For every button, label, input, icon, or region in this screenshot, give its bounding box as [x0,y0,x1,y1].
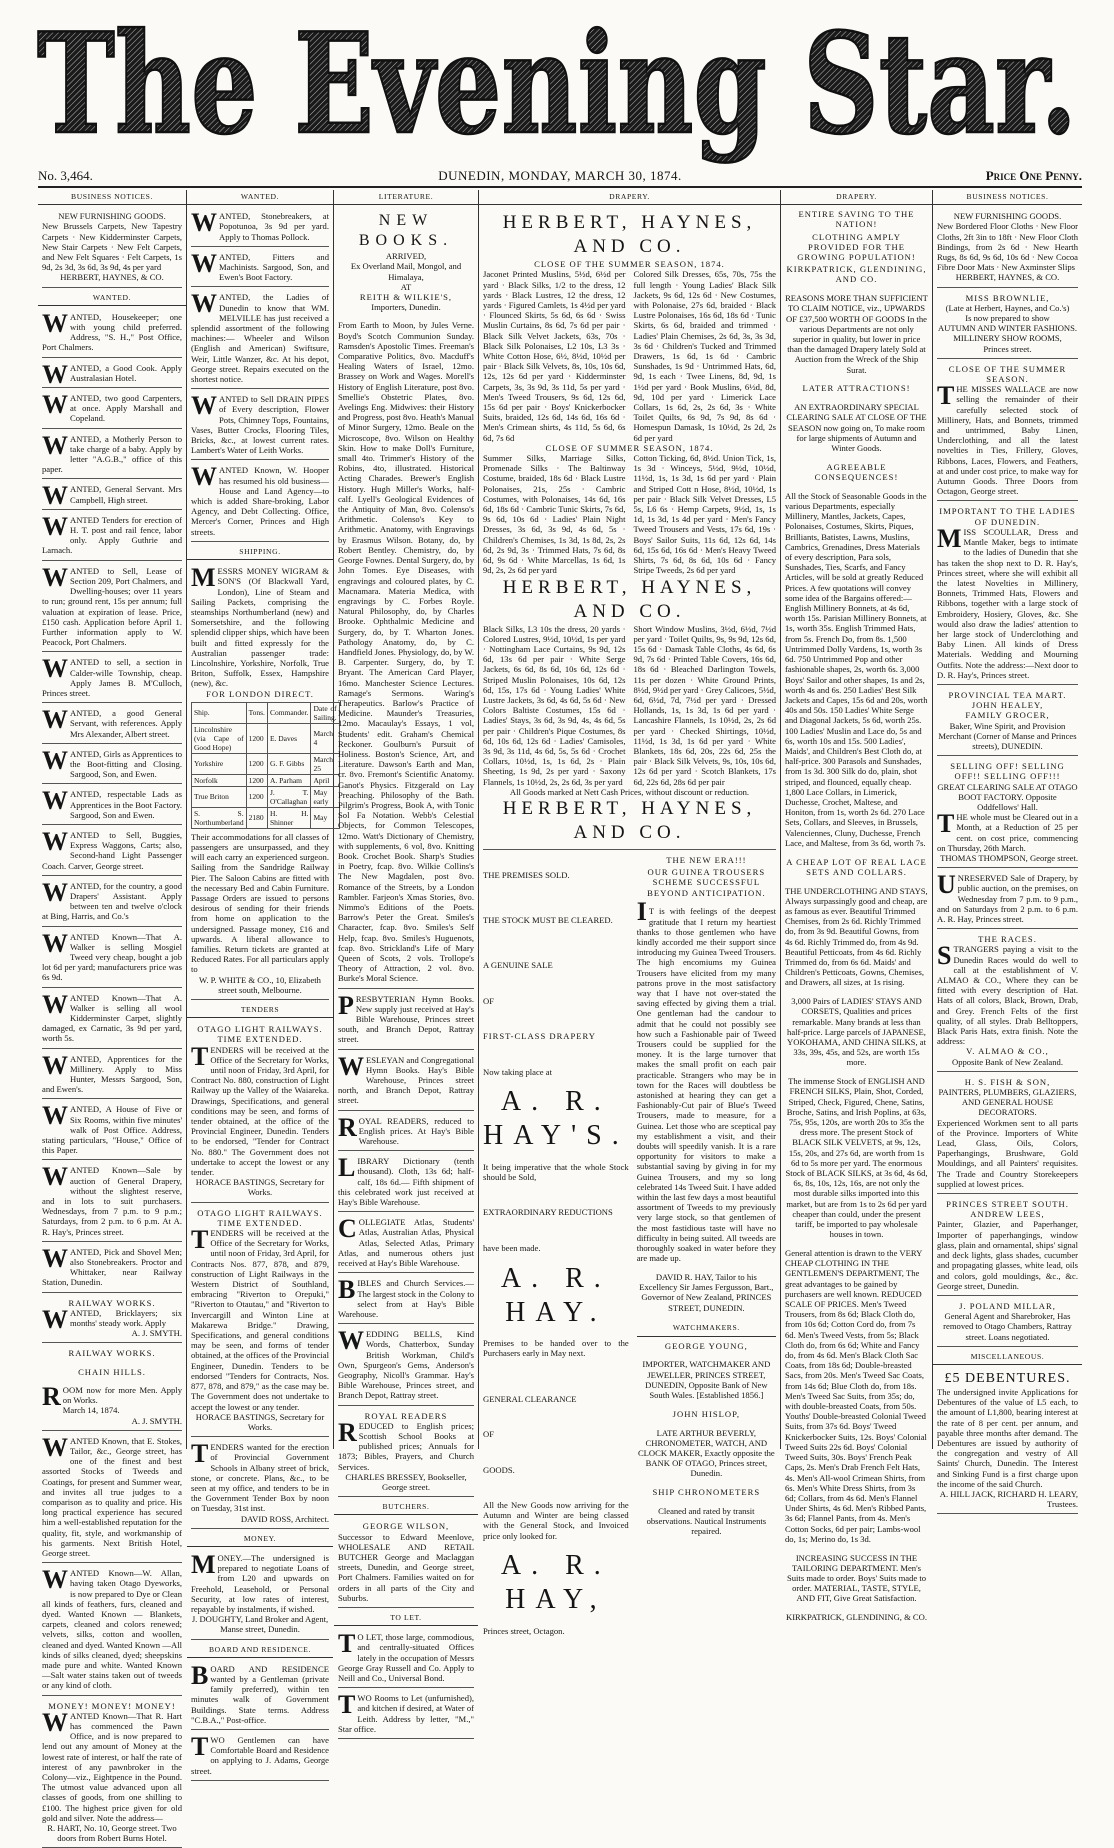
ad-heading: NEW BOOKS. [358,212,454,250]
ad-body: ENDERS will be received at the Office of the Secretary for Works, until noon of Friday, 3rd April, for Contract No. 880, construction of Light Railway up the Valley of the Waiareka. Drawings, Specifications, and general conditions may be seen, and forms of tender obtained, at the office of the Provincial Engineer, Dunedin. Tenders to be endorsed, "Tender for Contract No. 880." The Government does not undertake to accept the lowest or any tender. [191,1044,329,1178]
cell: A. Parham [267,774,311,786]
ad-wanted: W ANTED, a good General Servant, with references. Apply Mrs Alexander, Albert street. [42,706,182,744]
ad-firm: JOHN HEALEY, [971,700,1044,711]
ad-body: EDDING BELLS, Kind Words, Chatterbox, Sunday British Workman, Child's Own, Spurgeon's Gems, Anderson's Geography, Nicoll's Grammar. Hay's Bible Warehouse, Princes street, and Branch Depot, Rattray street. [338,1329,474,1401]
ad-line: Princes street. [983,343,1032,354]
ad-signature: HERBERT, HAYNES, & CO. [60,272,164,283]
ad-body: LATE ARTHUR BEVERLY, CHRONOMETER, WATCH, AND CLOCK MAKER, Exactly opposite the BANK OF OTAGO, Princes street, Dunedin. [637,1427,775,1479]
ad-wanted: W ANTED Tenders for erection of H. T. post and rail fence, labor only. Apply Guthrie and Larnach. [42,513,182,561]
ad-heading: ENTIRE SAVING TO THE NATION! [798,209,915,230]
ad-line: AT [400,281,412,292]
cell: May early [311,786,339,807]
ad-body: Their accommodations for all classes of passengers are unsurpassed, and they will each carry an experienced surgeon. Sailing from the Sandridge Railway Pier. The Saloon Cabins are fitted with the necessary Bed and Cabin Furniture. Passage Orders are issued to persons desirous of sending for their friends from home on application to the undersigned. Passage money, £16 and upwards. A liberal allowance to families. Return tickets are granted at Reduced Rates. For all particulars apply to [191,831,329,975]
ad-heading: THE RACES. [978,934,1037,945]
ad-signature: R. HART, No. 10, George street. Two doors from Robert Burns Hotel. [47,1823,177,1844]
ad-heading: CLOSE OF THE SUMMER SEASON, 1874. [534,259,725,270]
ad-line: GENERAL CLEARANCE [483,1393,577,1404]
ad-body: ENDERS will be received at the Office of the Secretary for Works, until noon of Friday, 3rd April, for Contracts Nos. 877, 878, and 879, construction of Light Railways in the Western District of Southland, embracing "Riverton to Orepuki," "Riverton to Otautau," and "Riverton to Invercargill and Winton Line at Makarewa Bridge." Drawing, Specifications, and general conditions may be seen, and forms of tender obtained, at the offices of the Provincial Engineer, Dunedin. Tenders to be endorsed "Tenders for Contracts, Nos. 877, 878, and 879," as the case may be. The Government does not undertake to accept the lowest or any tender. [191,1228,329,1412]
section-heading: DRAPERY. [479,190,780,205]
ad-firm: GEORGE YOUNG, [664,1340,748,1351]
ad-firm: JOHN HISLOP, [672,1408,741,1419]
ad-line: FAMILY GROCER, [965,710,1050,721]
ad-line: ARRIVED, [385,251,427,262]
ad-body: ANTED, Apprentices for the Millinery. Apply to Miss Hunter, Messrs Sargood, Son, and Ewen's. [42,1053,182,1095]
ad-ar-hay [483,853,629,1645]
ad-body: INCREASING SUCCESS IN THE TAILORING DEPARTMENT. Men's Suits made to order. Boys' Suits made to order. MATERIAL, TASTE, STYLE, AND FIT, Give Great Satisfaction. [786,1552,927,1604]
ad-line: have been made. [483,1242,541,1253]
ad-heading: THE NEW ERA!!! [666,854,747,865]
dateline [38,166,1082,186]
ad-tender: OTAGO LIGHT RAILWAYS. TIME EXTENDED. T ENDERS will be received at the Office of the Secretary for Works, until noon of Friday, 3rd April, for Contracts Nos. 877, 878, and 879, construction of Light Railways in the Western District of Southland, embracing "Riverton to Orepuki," "Riverton to Otautau," and "Riverton to Invercargill and Winton Line at Makarewa Bridge." Drawing, Specifications, and general conditions may be seen, and forms of tender obtained, at the offices of the Provincial Engineer, Dunedin. Tenders to be endorsed "Tenders for Contracts, Nos. 877, 878, and 879," as the case may be. The Government does not undertake to accept the lowest or any tender. HORACE BASTINGS, Secretary for Works. [191,1206,329,1437]
ad-body: ANTED Known, that E. Stokes, Tailor, &c., George street, has one of the finest and best assorted Stocks of Tweeds and Coatings, for present and Summer wear, and invites all true judges to a comparison as to quality and price. His long practical experience has secured him a well-established reputation for the quality, fit, style, and workmanship of his garments. Next British Hotel, George street. [42,1435,182,1558]
cell: E. Daves [267,723,311,753]
ad-body: Experienced Workmen sent to all parts of the Province. Importers of White Lead, Glass, Oils, Colors, Paperhangings, Brushware, Gold Mouldings, and all Painters' requisites. The Trade and Country Storekeepers supplied at lowest prices. [937,1117,1078,1189]
ad-body: REASONS MORE THAN SUFFICIENT TO CLAIM NOTICE, viz., UPWARDS OF £37,500 WORTH OF GOODS In the various Departments are not only superior in quality, but lower in price than the damaged Drapery lately Sold at Auction from the Wreck of the Ship Surat. [785,293,928,375]
cell: April [311,774,339,786]
ad-body: 3,000 Pairs of LADIES' STAYS AND CORSETS, Qualities and prices remarkable. Many brands at less than half-price. Large parcels of JAPANESE, YOKOHAMA, AND CHINA SILKS, at 33s, 39s, 45s, and 52s, are worth 15s more. [787,996,926,1068]
ad-line: OF [483,995,494,1006]
ad-wallace: CLOSE OF THE SUMMER SEASON. T HE MISSES WALLACE are now selling the remainder of their carefully selected stock of Millinery, Hats, and Bonnets, trimmed and untrimmed, Baby Linen, Underclothing, and all the latest novelties in Ties, Frillery, Gloves, Ribbons, Laces, Flowers, and Feathers, at and under cost price, to make way for Autumn Goods. Three Doors from Octagon, George street. [937,362,1078,502]
ad-note: Cleaned and rated by transit observations. Nautical Instruments repaired. [646,1506,767,1537]
ad-fish [937,1075,1078,1194]
section-heading: MONEY. [187,1532,333,1547]
table-row [192,786,340,807]
ad-body: ANTED, Bricklayers; six months' steady work. Apply [70,1307,182,1329]
ad-signature: DAVID ROSS, Architect. [240,1513,329,1524]
section-heading: MISCELLANEOUS. [933,1350,1082,1365]
table-row [192,723,340,753]
ad-literature: R OYAL READERS, reduced to English prices. At Hay's Bible Warehouse. [338,1114,474,1152]
ad-wanted: W ANTED, a Good Cook. Apply Australasian Hotel. [42,359,182,389]
cell: True Briton [192,786,247,807]
ad-subheading: OUR GUINEA TROUSERS SCHEME SUCCESSFUL BEYOND ANTICIPATION. [647,867,766,898]
column-2 [187,190,337,1776]
top-rule [38,186,1082,188]
ad-wanted: W ANTED Known, that E. Stokes, Tailor, &c., George street, has one of the finest and best assorted Stocks of Tweeds and Coatings, for present and Summer wear, and invites all true judges to a comparison as to quality and price. His long practical experience has secured him a well-established reputation for the quality, fit, style, and workmanship of his garments. Next British Hotel, George street. [42,1434,182,1563]
ad-body: ANTED, Stonebreakers, at Popotunoa, 3s 9d per yard. Apply to Thomas Pollock. [219,211,329,242]
ad-debentures [937,1369,1078,1514]
cell: Yorkshire [192,753,247,774]
ad-boot-factory: SELLING OFF! SELLING OFF!! SELLING OFF!!! GREAT CLEARING SALE AT OTAGO BOOT FACTORY. Opposite Oddfellows' Hall. T HE whole must be Cleared out in a Month, at a Reduction of 25 per cent. on cost price, commencing on Thursday, 26th March. THOMAS THOMPSON, George street. [937,759,1078,868]
ad-line: GOODS. [483,1464,515,1475]
ad-firm: J. POLAND MILLAR, [959,1300,1056,1311]
ad-body: ANTED Known, W. Hooper has resumed his old business—House and Land Agency—to which is added Share-broking, Labor Agency, and Debt Collecting. Office, Mercer's Corner, Princes and High streets. [191,465,329,537]
column-5 [781,190,933,1623]
section-heading: BUSINESS NOTICES. [933,190,1082,205]
ad-herbert-haynes [483,209,776,850]
ad-body: WO Rooms to Let (unfurnished), and kitchen if desired, at Water of Leith. Address by letter, "M.," Star office. [338,1693,474,1734]
ad-firm: ANDREW LEES, [970,1209,1045,1220]
ad-subheading: SHIP CHRONOMETERS [652,1487,761,1498]
ad-heading: THE STOCK MUST BE CLEARED. [483,914,613,925]
cell: Norfolk [192,774,247,786]
ad-money: M ONEY.—The undersigned is prepared to negotiate Loans of from L20 and upwards on Freehold, Leasehold, or Personal Security, at low rates of interest, repayable by instalments, if wished. J. DOUGHTY, Land Broker and Agent, Manse street, Dunedin. [191,1551,329,1640]
ad-body: OLLEGIATE Atlas, Students' Atlas, Australian Atlas, Physical Atlas, Selected Atlas, Primary Atlas, and numerous others just received at Hay's Bible Warehouse. [338,1217,474,1269]
ad-tender: T ENDERS wanted for the erection of Provincial Government Schools in Albany street of brick, stone, or concrete. Plans, &c., to be seen at my office, and tenders to be in the Government Tender Box by noon on Tuesday, 31st inst. DAVID ROSS, Architect. [191,1440,329,1529]
section-heading: WANTED. [38,291,186,306]
ad-wanted: W ANTED to Sell DRAIN PIPES of Every description, Flower Pots, Chimney Tops, Fountains, Vases, Butter Crocks, Flooring Tiles, Bricks, &c., at lowest current rates. Lambert's Water of Leith Works. [191,392,329,460]
masthead-title [30,2,1084,165]
ad-wanted: W ANTED Known—That A. Walker is selling Mosgiel Tweed very cheap, bought a job lot 6d per yard; manufacturers price was 6s 9d. [42,930,182,988]
cell: G. F. Gibbs [267,753,311,774]
ad-line: Importers, Dunedin. [371,302,441,313]
ad-money: MONEY! MONEY! MONEY! W ANTED Known—That R. Hart has commenced the Pawn Office, and is now prepared to lend out any amount of Money at the lowest rate of interest, or half the rate of interest of any pawnbroker in the Colony—viz., Eightpence in the Pound. The utmost value advanced upon all classes of goods, from one shilling to £100. The highest price given for old gold and silver. Note the address— R. HART, No. 10, George street. Two doors from Robert Burns Hotel. [42,1699,182,1848]
cell: March 4 [311,723,339,753]
ad-wanted: W ANTED Known—That A. Walker is selling all wool Kidderminster Carpet, slightly damaged, ex Carnatic, 3s 9d per yard, worth 5s. [42,991,182,1049]
ad-signature: A. J. SMYTH. [131,1415,182,1426]
ad-railway-room: RAILWAY WORKS. CHAIN HILLS. R OOM now for more Men. Apply on Works. March 14, 1874. A. J. SMYTH. [42,1346,182,1430]
ad-wanted: W ANTED, the Ladies of Dunedin to know that WM. MELVILLE has just received a splendid assortment of the following machines:— Wheeler and Wilson (English and American) Swiftsure, Weir, Little Wanzer, &c. At his depot, George street. Repairs executed on the shortest notice. [191,290,329,389]
ad-heading: OTAGO LIGHT RAILWAYS. [197,1024,323,1035]
ad-body: NRESERVED Sale of Drapery, by public auction, on the premises, on Wednesday from 7 p.m. to 9 p.m., and on Saturdays from 2 p.m. to 6 p.m. A. R. Hay, Princes street. [937,873,1078,924]
ad-body: The immense Stock of ENGLISH AND FRENCH SILKS, Plain, Shot, Corded, Striped, Check, Figured, Chene, Satins, Broche, Satins, and Irish Poplins, at 63s, 75s, 95s, 120s, are worth 20s to 35s the dress more. The present Stock of BLACK SILK VELVETS, at 9s, 12s, 15s, 20s, and 27s 6d, are worth from 1s 6d to 5s more per yard. The enormous Stock of BLACK SILKS, at 3s 6d, 4s 6d, 6s, 8s, 10s, 12s, 16s, are not only the most durable silks imported into this market, but are from 1s to 2s 6d per yard cheaper than could, under the present tariff, be imported to pay wholesale houses in town. [785,1076,928,1240]
cell: J. T. O'Callaghan [267,786,311,807]
ad-new-books [338,209,474,988]
ad-royal-readers: ROYAL READERS R EDUCED to English prices; Scottish School Books at published prices; Annuals for 1873; Bibles, Prayers, and Church Services. CHARLES BRESSEY, Bookseller, George street. [338,1409,474,1498]
ad-body: OYAL READERS, reduced to English prices. At Hay's Bible Warehouse. [358,1115,474,1147]
ad-signature: W. P. WHITE & CO., 10, Elizabeth street south, Melbourne. [199,974,321,995]
ad-body: ANTED, Fitters and Machinists. Sargood, Son, and Ewen's Boot Factory. [219,251,329,283]
ad-body: ANTED, two good Carpenters, at once. Apply Marshall and Copeland. [70,393,182,424]
ad-millar [937,1299,1078,1347]
ad-body: AN EXTRAORDINARY SPECIAL CLEARING SALE AT CLOSE OF THE SEASON now going on, To make room for large shipments of Autumn and Winter Goods. [786,402,927,454]
cell: 2180 [246,807,267,828]
ad-heading: NEW FURNISHING GOODS. [953,211,1062,222]
ad-body: ANTED, for the country, a good Drapers' Assistant. Apply between ten and twelve o'clock at Bing, Harris, and Co.'s [42,880,182,922]
section-heading: TENDERS [187,1003,333,1018]
ad-body: ISS SCOULLAR, Dress and Mantle Maker, begs to intimate to the ladies of Dunedin that she has taken the shop next to D. R. Hay's, Princes street, where she will exhibit all the latest Novelties in Millinery, Bonnets, Trimmed Hats, Flowers and Ribbons, together with a large stock of Embroidery, Hosiery, Gloves, &c. She would also draw the ladies' attention to her large stock of Underclothing and Baby Linen. All kinds of Dress Materials. Wedding and Mourning Outfits. Note the address:—Next door to D. R. Hay's, Princes street. [937,526,1078,680]
ad-firm: HERBERT, HAYNES, AND CO. [502,212,757,258]
ad-david-hay: THE NEW ERA!!! OUR GUINEA TROUSERS SCHEME SUCCESSFUL BEYOND ANTICIPATION. I T is with feelings of the deepest gratitude that I return my heartiest thanks to those gentlemen who have kindly accorded me their support since introducing my Guinea Tweed Trousers. The high encomiums my Guinea Trousers have elicited from my many patrons prove in the most satisfactory way that I have not over-stated the saving effected by giving them a trial. One gentleman had the candour to admit that he could not possibly see how such a Fashionable pair of Tweed Trousers could be supplied for the money. It is the large turnover that makes the small profit on each pair practicable. Strangers who may be in town for the Races will doubtless be astonished at hearing they can get a Fashionably-Cut pair of Blue's Tweed Trousers, made to measure, for a Guinea. Let those who are sceptical pay my establishment a visit, and their doubts will speedily vanish. It is a rare opportunity for visitors to make a substantial saving by giving in for my Guinea Trousers, and my so long celebrated 14s Tweed Suit. I have added within the last few days a most beautiful assortment of Tweeds to my previously very large stock, so that gentlemen of the most fastidious taste will have no difficulty in being suited. All tweeds are thoroughly soaked in water before they are made up. DAVID R. HAY, Tailor to his Excellency Sir James Fergusson, Bart., Governor of New Zealand, PRINCES STREET, DUNEDIN. WATCHMAKERS. GEORGE YOUNG, IMPORTER, WATCHMAKER AND JEWELLER, PRINCES STREET, DUNEDIN, Opposite Bank of New South Wales. [Established 1856.] JOHN HISLOP, LATE ARTHUR BEVERLY, CHRONOMETER, WATCH, AND CLOCK MAKER, Exactly opposite the BANK OF OTAGO, Princes street, Dunedin. SHIP CHRONOMETERS Cleaned and rated by transit observations. Nautical Instruments repaired. [636,854,776,1537]
ad-body: General Agent and Sharebroker, Has removed to Otago Chambers, Rattray street. Loans negotiated. [943,1311,1072,1342]
ad-body: ANTED, Housekeeper; one with young child preferred. Address, "S. H.," Post Office, Port Chalmers. [42,311,182,353]
ad-literature: C OLLEGIATE Atlas, Students' Atlas, Australian Atlas, Physical Atlas, Selected Atlas, Primary Atlas, and numerous others just received at Hay's Bible Warehouse. [338,1215,474,1273]
ad-body: ANTED, a good General Servant, with references. Apply Mrs Alexander, Albert street. [70,708,182,739]
issue-date: DUNEDIN, MONDAY, MARCH 30, 1874. [438,168,682,183]
ad-wanted: W ANTED, Girls as Apprentices to the Boot-fitting and Closing. Sargood, Son, and Ewen. [42,747,182,785]
ad-wanted: W ANTED to Sell, Buggies, Express Waggons, Carts; also, Second-hand Light Passenger Coach. Carver, George street. [42,828,182,876]
ad-body: ANTED to Sell, Buggies, Express Waggons, Carts; also, Second-hand Light Passenger Coach. Carver, George street. [42,829,182,871]
ad-heading: CLOSE OF THE SUMMER SEASON. [948,363,1067,385]
ad-body: ANTED, a Motherly Person to take charge of a baby. Apply by letter "A.G.B.," office of this paper. [42,433,182,475]
ad-body: New Brussels Carpets, New Tapestry Carpets · New Kidderminster Carpets, New Stair Carpets · New Felt Carpets, and New Felt Squares · Felt Carpets, 1s 9d, 2s 3d, 3s 6d, 3s 9d, 4s per yard [42,221,182,273]
ad-heading: LATER ATTRACTIONS! [802,383,911,394]
cell: 1200 [246,786,267,807]
ad-subheading: CHAIN HILLS. [78,1366,146,1377]
section-heading: BOARD AND RESIDENCE. [187,1643,333,1658]
ad-body: ANTED Known—W. Allan, having taken Otago Dyeworks, is now prepared to Dye or Clean all kinds of feathers, furs, cleaned and dyed. Wanted Known — Blankets, carpets, cleaned and colors renewed; velvets, silks, cotton and woollen, cleaned and dyed. Wanted Known —All kinds of silks cleaned, dyed; sheepskins made pure and white. Wanted Known —Salt water stains taken out of tweeds or any kind of cloth. [42,1568,182,1691]
ad-body: EDUCED to English prices; Scottish School Books at published prices; Annuals for 1873; Bibles, Prayers, and Church Services. [338,1420,474,1472]
ad-body: ANTED, Pick and Shovel Men; also Stonebreakers. Proctor and Whittaker, near Railway Station, Dunedin. [42,1246,182,1288]
ad-body: ANTED, respectable Lads as Apprentices in the Boot Factory. Sargood, Son and Ewen. [70,789,182,820]
ad-firm: KIRKPATRICK, GLENDINING, AND CO. [786,264,927,285]
cell: S. S. Northumberland [192,807,247,828]
column-header: Commander. [267,702,311,723]
cell: 1200 [246,753,267,774]
ad-railway: RAILWAY WORKS. W ANTED, Bricklayers; six months' steady work. Apply A. J. SMYTH. [42,1296,182,1344]
ad-wanted: W ANTED, respectable Lads as Apprentices in the Boot Factory. Sargood, Son and Ewen. [42,787,182,825]
masthead [30,2,1084,165]
ad-firm: A. R. HAY'S. [483,1086,629,1152]
ad-firm: £5 DEBENTURES. [944,1370,1071,1386]
ad-signature: J. DOUGHTY, Land Broker and Agent, Manse street, Dunedin. [191,1614,329,1635]
cell: May [311,807,339,828]
ad-body: All the Stock of Seasonable Goods in the various Departments, especially Millinery, Mantles, Jackets, Capes, Polonaises, Costumes, Skirts, Piques, Brilliants, Batistes, Lawns, Muslins, Cambrics, Grenadines, Dress Materials of every description, Para sols, Sunshades, Ties, Scarfs, and Fancy Articles, will be sold at greatly Reduced Prices. A few quotations will convey some idea of the Bargains offered:— English Millinery Bonnets, at 4s 6d, worth 15s. Parisian Millinery Bonnets, at 1s, worth 35s. English Trimmed Hats, from 5s. French Do, from 8s. 1,500 Untrimmed Dolly Vardens, 1s, worth 3s 6d. 750 Untrimmed Pop and other fashionable shapes, 2s, worth 6s. 3,000 Boys' Sailor and other shapes, 1s and 2s, worth 4s and 6s. 250 Ladies' Best Silk Jackets and Capes, 15s 6d and 20s, worth 40s and 50s. 150 Ladies' White Serge and Diagonal Jackets, 5s 6d, worth 25s. 100 Ladies' Muslin and Lace do, 5s and 6s, worth 10s and 15s. 500 Ladies', Maids', and Children's Best Cloth do, at half-price. 300 Parasols and Sunshades, from 1s 3d. 300 Silk do do, plain, shot striped, and flounced, equally cheap. 1,800 Lace Collars, in Limerick, Duchesse, Crochet, Maltese, and Honiton, from 1s, worth 2s 6d. 270 Lace Sets, Collars, and Sleeves, in Brussels, Valenciennes, Cluny, Duchesse, French Lace, and Maltese, from 3s 6d, worth 7s. [785,490,928,848]
ad-signature: HORACE BASTINGS, Secretary for Works. [195,1177,325,1198]
columns [38,190,1082,1844]
ad-wanted: W ANTED Known, W. Hooper has resumed his old business—House and Land Agency—to which is added Share-broking, Labor Agency, and Debt Collecting. Office, Mercer's Corner, Princes and High streets. [191,463,329,541]
ad-wanted: W ANTED, Pick and Shovel Men; also Stonebreakers. Proctor and Whittaker, near Railway Station, Dunedin. [42,1245,182,1293]
table-row [192,774,340,786]
section-heading: WANTED. [187,190,333,205]
ad-heading: ROYAL READERS [364,1410,448,1421]
ad-butcher [338,1519,474,1608]
ad-wanted: W ANTED, General Servant. Mrs Campbell, High street. [42,481,182,511]
ad-line: Premises to be handed over to the Purchasers early in May next. [483,1338,629,1359]
ad-lees [937,1197,1078,1296]
ad-body: WO Gentlemen can have Comfortable Board and Residence on applying to J. Adams, George street. [191,1734,329,1776]
ad-heading: PROVINCIAL TEA MART. [948,689,1067,700]
ad-wanted: W ANTED, Stonebreakers, at Popotunoa, 3s 9d per yard. Apply to Thomas Pollock. [191,209,329,247]
ad-body: ANTED, A House of Five or Six Rooms, within five minutes' walk of Post Office. Address, stating particulars, "House," Office of this Paper. [42,1104,182,1156]
ad-scoullar: IMPORTANT TO THE LADIES OF DUNEDIN. M ISS SCOULLAR, Dress and Mantle Maker, begs to intimate to the ladies of Dunedin that she has taken the shop next to D. R. Hay's, Princes street, where she will exhibit all the latest Novelties in Millinery, Bonnets, Trimmed Hats, Flowers and Ribbons, together with a large stock of Embroidery, Hosiery, Gloves, &c. She would also draw the ladies' attention to her large stock of Underclothing and Baby Linen. All kinds of Dress Materials. Wedding and Mourning Outfits. Note the address:—Next door to D. R. Hay's, Princes street. [937,504,1078,684]
ad-line: Ex Overland Mail, Mongol, and Himalaya, [350,261,462,282]
ad-line: FIRST-CLASS DRAPERY [483,1031,597,1042]
ad-firm: MISS BROWNLIE, [965,292,1050,303]
column-1 [38,190,187,1844]
ad-body: ANTED to Sell DRAIN PIPES of Every description, Flower Pots, Chimney Tops, Fountains, Vases, Butter Crocks, Flooring Tiles, Bricks, &c., at lowest current rates. Lambert's Water of Leith Works. [191,394,329,456]
ad-signature: CHARLES BRESSEY, Bookseller, George street. [345,1471,467,1492]
price-list-right: Short Window Muslins, 3½d, 6½d, 7½d per yard · Toilet Quilts, 9s, 9s 9d, 12s 6d, 15s 6d · Damask Table Cloths, 4s 6d, 6s 9d, 7s 6d · Printed Table Covers, 16s 6d, 18s 6d · Bleached Darlington Towels, 11s per dozen · White Ground Prints, 8½d, 9½d per yard · Grey Calicoes, 5½d, 6d, 6½d, 7d, 7½d per yard · Dressed Hollands, 1s, 1s 3d, 1s 6d per yard · Lancashire Flannels, 1s 10½d, 2s, 2s 6d per yard · Checked Shirtings, 10½d, 11½d, 1s 3d, 1s 6d per yard · White Blankets, 18s 6d, 20s, 22s 6d, 25s the pair · Black Silk Velvets, 9s, 10s, 10s 6d, 12s 6d per yard · Scotch Blankets, 17s 6d, 22s 6d, 28s 6d per pair [633,623,776,787]
price-list-left: Black Silks, L3 10s the dress, 20 yards · Colored Lustres, 9½d, 10½d, 1s per yard · Nottingham Lace Curtains, 9s 9d, 12s 6d, 13s 6d per pair · White Serge Jackets, 6s 6d, 8s 6d, 10s 6d, 12s 6d · Striped Muslin Polonaises, 10s 6d, 12s 6d, 15s, 17s 6d · Young Ladies' White Lustre Jackets, 3s 6d, 4s 6d, 5s 6d · New Colors Baltiste Costumes, 15s 6d · Ladies' Stays, 3s 6d, 3s 9d, 4s, 4s 6d, 5s per pair · Children's Pique Costumes, 8s 6d, 10s 6d, 12s 6d · Ladies' Camisoles, 3s 9d, 3s 11d, 4s 6d, 5s, 5s 6d · Crochet Collars, 10½d, 1s, 1s 6d, 2s · Plain Sheeting, 1s 9d, 2s per yard · Saxony Flannels, 1s 10½d, 2s, 2s 6d, 3s per yard [483,623,626,787]
ad-literature: L IBRARY Dictionary (tenth thousand). Cloth, 13s 6d; half-calf, 18s 6d.— Fifth shipment of this celebrated work just received at Hay's Bible Warehouse. [338,1154,474,1212]
ad-signature: A. HILL JACK, RICHARD H. LEARY, Trustees. [939,1488,1078,1510]
ad-line: Is now prepared to show [965,313,1050,324]
ad-body: ANTED, a Good Cook. Apply Australasian Hotel. [70,362,182,383]
ad-to-let: T WO Rooms to Let (unfurnished), and kitchen if desired, at Water of Leith. Address by letter, "M.," Star office. [338,1691,474,1739]
ad-body: ANTED, Girls as Apprentices to the Boot-fitting and Closing. Sargood, Son, and Ewen. [70,748,182,780]
column-header: Date of Sailing. [311,702,339,723]
section-heading: BUSINESS NOTICES. [38,190,186,205]
ad-body: ANTED Tenders for erection of H. T. post and rail fence, labor only. Apply Guthrie and Larnach. [42,514,182,556]
column-header: Ship. [192,702,247,723]
ad-furnishing [937,209,1078,287]
price-list-left: Jaconet Printed Muslins, 5½d, 6½d per yard · Black Silks, 1/2 to the dress, 12 yards · Black Lustres, 12 the dress, 12 yards · Figured Camlets, 1s 4½d per yard · Flounced Skirts, 5s 6d, 6s 6d · Swiss Muslin Curtains, 8s 6d, 7s 6d per pair · Black Silk Velvet Jackets, 63s, 70s · Black Silk Polonaises, L2 10s, L3 3s · White Cotton Hose, 6½, 8½d, 10½d per pair · Black Silk Velvets, 8s, 10s, 10s 6d, 12s, 12s 6d per yard · Kidderminster Carpets, 3s, 3s 9d, 3s 11d, 5s per yard · Men's Tweed Trousers, 9s 6d, 12s 6d, 15s 6d per pair · Boys' Knickerbocker Suits, braided, 12s 6d, 14s 6d, 16s 6d · Men's Crimean shirts, 4s 11d, 5s 6d, 6s 6d, 7s 6d [483,269,626,443]
ad-wanted: W ANTED to Sell, Lease of Section 209, Port Chalmers, and Dwelling-houses; over 11 years to run; ground rent, 15s per annum; full valuation at expiration of lease. Price, £150 cash. Application before April 1. Further information apply to W. Peacock, Port Chalmers. [42,564,182,653]
ad-line: Princes street, Octagon. [483,1626,565,1637]
ad-body: TRANGERS paying a visit to the Dunedin Races would do well to call at the establishment of V. ALMAO & CO., Where they can be fitted with every description of Hat. Hats of all colors, Black, Brown, Drab, and Grey. French Felts of the first quality, of all styles. Drab Belltoppers, Black Paris Hats, extra finish. Note the address: [937,944,1078,1047]
issue-price: Price One Penny. [985,168,1082,183]
column-6 [933,190,1082,1510]
cell: March 25 [311,753,339,774]
ad-line: Now taking place at [483,1066,552,1077]
ad-body: IBLES and Church Services.—The largest stock in the Colony to select from at Hay's Bible Warehouse. [338,1278,474,1319]
ad-subheading: PAINTERS, PLUMBERS, GLAZIERS, AND GENERAL HOUSE DECORATORS. [938,1087,1077,1118]
ad-line: (Late at Herbert, Haynes, and Co.'s) [945,302,1070,313]
ad-heading: CLOTHING AMPLY PROVIDED FOR THE GROWING POPULATION! [797,231,916,263]
ad-body: OARD AND RESIDENCE wanted by a Gentleman (private family preferred), within ten minutes walk of Government Buildings. State terms. Address "C.B.A.," Post-office. [191,1663,329,1725]
ad-firm: REITH & WILKIE'S, [359,292,453,303]
section-heading: SHIPPING. [187,545,333,560]
ad-to-let: T O LET, those large, commodious, and centrally-situated Offices lately in the occupation of Messrs George Gray Russell and Co. Apply to Neill and Co., Universal Bond. [338,1630,474,1688]
ad-literature: W EDDING BELLS, Kind Words, Chatterbox, Sunday British Workman, Child's Own, Spurgeon's Gems, Anderson's Geography, Nicoll's Grammar. Hay's Bible Warehouse, Princes street, and Branch Depot, Rattray street. [338,1327,474,1405]
ad-heading: RAILWAY WORKS. [68,1297,156,1308]
ad-body: Baker, Wine Spirit, and Provision Merchant (Corner of Manse and Princes streets), DUNEDIN. [938,720,1077,751]
ad-line: Opposite Bank of New Zealand. [952,1056,1063,1067]
ad-subheading: FOR LONDON DIRECT. [206,688,314,699]
ad-board: B OARD AND RESIDENCE wanted by a Gentleman (private family preferred), within ten minutes walk of Government Buildings. State terms. Address "C.B.A.," Post-office. [191,1662,329,1730]
ad-body: RESBYTERIAN Hymn Books. New supply just received at Hay's Bible Warehouse, Princes street south, and Branch Depot, Rattray street. [338,993,474,1045]
section-heading: DRAPERY. [781,190,932,205]
ad-wanted: W ANTED, A House of Five or Six Rooms, within five minutes' walk of Post Office. Address, stating particulars, "House," Office of this Paper. [42,1102,182,1160]
ad-body: ONEY.—The undersigned is prepared to negotiate Loans of from L20 and upwards on Freehold, Leasehold, or Personal Security, at low rates of interest, repayable by instalments, if wished. [191,1552,329,1614]
ad-literature: P RESBYTERIAN Hymn Books. New supply just received at Hay's Bible Warehouse, Princes street south, and Branch Depot, Rattray street. [338,992,474,1050]
shipping-table-header [192,702,340,723]
ad-wanted: W ANTED, for the country, a good Drapers' Assistant. Apply between ten and twelve o'clock at Bing, Harris, and Co.'s [42,879,182,927]
issue-number: No. 3,464. [38,168,93,183]
ad-body: The undersigned invite Applications for Debentures of the value of L5 each, to the amount of L1,800, bearing interest at the rate of 8 per cent. per annum, and payable three months after demand. The Debentures are issued by authority of the congregation and vestry of All Saints' Church, Dunedin. The Interest and Sinking Fund is a first charge upon the income of the said Church. [937,1386,1078,1489]
ad-signature: HERBERT, HAYNES, & CO. [955,272,1060,283]
ad-wanted: W ANTED Known—W. Allan, having taken Otago Dyeworks, is now prepared to Dye or Clean all kinds of feathers, furs, cleaned and dyed. Wanted Known — Blankets, carpets, cleaned and colors renewed; velvets, silks, cotton and woollen, cleaned and dyed. Wanted Known —All kinds of silks cleaned, dyed; sheepskins made pure and white. Wanted Known —Salt water stains taken out of tweeds or any kind of cloth. [42,1566,182,1695]
ad-body: OOM now for more Men. Apply on Works. [62,1384,182,1406]
section-heading: WATCHMAKERS. [637,1321,776,1336]
ad-subheading: TIME EXTENDED. [217,1034,303,1045]
ad-body: General attention is drawn to the VERY CHEAP CLOTHING IN THE GENTLEMEN'S DEPARTMENT, The great advantages to be gained by purchasers are well known. REDUCED SCALE OF PRICES. Men's Tweed Trousers, from 8s 6d; Black Cloth do, from 10s 6d; Cotton Cord do, from 7s 6d. Men's Tweed Vests, from 5s; Black Cloth do, from 6s 6d; White and Fancy do, from 4s 6d. Men's Black Cloth Sac Coats, from 18s 6d; Double-breasted Sacs, from 20s. Men's Tweed Sac Coats, from 14s 6d; Blue Cloth do, from 18s. Men's Tweed Sac Suits, from 35s; do, with double-breasted Coats, from 50s. Youths' Double-breasted Colonial Tweed Suits, from 37s 6d. Boys' Tweed Knickerbocker Suits, 12s. Boys' Colonial Tweed Suits 22s 6d. Boys' Colonial Tweed Suits, 30s. Boys' French Peak Caps, 2s. Men's Drab French Felt Hats, 4s. Men's All-wool Crimean Shirts, from 6s. Men's White Dress Shirts, from 3s 6d; Collars, from 4s 6d. Men's Flannel Under Shirts, 4s 6d. Men's Ribbed Pants, 3s 6d; Flannel Pants, from 4s. Men's Cotton Socks, 6d per pair; Lambs-wool do, 1s; Merino do, 1s 3d. [785,1248,927,1544]
cell: 1200 [246,723,267,753]
column-4 [479,190,781,1637]
book-list: From Earth to Moon, by Jules Verne. Boyd's Scotch Communion Sunday. Ramsden's Apostolic Times. Freeman's Comparative Politics, 8vo. Macduff's Healing Waters of Israel, 12mo. Brassey on Work and Wages. Morell's History of English Literature, post 8vo. Smellie's Obstetric Plates, 8vo. Avelings Eng. Midwives: their History and Progress, post 8vo. Heath's Manual of Minor Surgery, 12mo. Beale on the Microscope, 8vo. Wilson on Healthy Skin. How to make Doll's Furniture, small 4to. Trimmer's History of the Robins, 4to, illustrated. Historical Acting Charades. Brewer's English History. Hugh Miller's Works, half-calf. Lyell's Geological Evidences of the Antiquity of Man, 8vo. Colenso's Arithmetic. Colenso's Key to Arithmetic. Anatomy, with Engravings by Erasmus Wilson. Botany, do, by Robert Bentley. Chemistry, do, by George Fownes. Dental Surgery, do, by John Tomes. Eye Diseases, with engravings and coloured plates, by C. Macnamara. Materia Medica, with engravings by C. Forbes Royle. Natural Philosophy, do, by Charles Brooke. Ophthalmic Medicine and Surgery, do, by T. Wharton Jones. Pathology Anatomy, do, by C. Handfield Jones. Physiology, do, by W. B. Carpenter. Surgery, do, by T. Bryant. The American Card Player, 16mo. Manchester Science Lectures. Ramage's Sermons. Waring's Therapeutics. Barlow's Practice of Medicine. Maunder's Treasuries, 12mo. Macaulay's Essays, 1 vol, Students' edit. Graham's Chemical Reckoner. Goulburn's Pursuit of Holiness. Boston's Science, Art, and Literature. Dawson's Earth and Man, cr. 8vo. Fremont's Scientific Anatomy. Ganot's Physics. Fitzgerald on Lay Preaching. Philosophy of the Bath. Pilgrim's Progress, Book A, with Tonic Sol Fa Notation. Webb's Celestial Objects, for Common Telescopes, 12mo. Watt's Dictionary of Chemistry, with supplements, 6 vol, 8vo. Knitting Book. Crochet Book. Sharp's Studies in Poetry, fcap. 8vo. Wilkie Collins's The New Magdalen, post 8vo. Romance of the Streets, by a London Rambler. Farjeon's Xmas Stories, 8vo. Nimmo's Editions of the Poets. Barrow's Peter the Great. Smiles's Character, fcap. 8vo. Smiles's Self Help, fcap. 8vo. Smiles's Huguenots, fcap. 8vo. Strickland's Life of Mary Queen of Scots, 2 vols. Trollope's Theory of Attraction, 2 vol. 8vo. Burke's Moral Science. [338,320,474,984]
ad-heading: SELLING OFF! SELLING OFF!! SELLING OFF!!! [950,761,1065,782]
shipping-table [191,702,340,829]
ad-signature: A. J. SMYTH. [131,1328,182,1339]
ad-body: T is with feelings of the deepest gratitude that I return my heartiest thanks to those gentlemen who have kindly accorded me their support since introducing my Guinea Tweed Trousers. The high encomiums my Guinea Trousers have elicited from my many patrons prove in the most satisfactory way that I have not over-stated the saving effected by giving them a trial. One gentleman had the candour to admit that he could not possibly see how such a Fashionable pair of Tweed Trousers could be supplied for the money. It is the large turnover that makes the small profit on each pair practicable. Strangers who may be in town for the Races will doubtless be astonished at hearing they can get a Fashionably-Cut pair of Blue's Tweed Trousers, made to measure, for a Guinea. Let those who are sceptical pay my establishment a visit, and their doubts will speedily vanish. It is a rare opportunity for visitors to make a substantial saving by giving in for my Guinea Trousers, and my so long celebrated 14s Tweed Suit. I have added within the last few days a most beautiful assortment of Tweeds to my previously very large stock, so that gentlemen of the most fastidious taste will have no difficulty in being suited. All tweeds are thoroughly soaked in water before they are made up. [636,906,776,1264]
ad-body: ANTED Known—That R. Hart has commenced the Pawn Office, and is now prepared to lend out any amount of Money at the lowest rate of interest, or half the rate of interest of any pawnbroker in the Colony—viz., Eightpence in the Pound. The utmost value advanced upon all classes of goods, from one shilling to £100. The highest price given for old gold and silver. Note the address— [42,1710,182,1823]
ad-signature: DAVID R. HAY, Tailor to his Excellency Sir James Fergusson, Bart., Governor of New Zealand, PRINCES STREET, DUNEDIN. [639,1272,774,1313]
section-heading: BUTCHERS. [334,1500,478,1515]
ad-firm: A. R. HAY. [500,1262,611,1328]
ad-firm: V. ALMAO & CO., [966,1046,1049,1057]
ad-body: ANTED to Sell, Lease of Section 209, Port Chalmers, and Dwelling-houses; over 11 years to run; ground rent, 15s per annum; full valuation at expiration of lease. Price, £150 cash. Application before April 1. Further information apply to W. Peacock, Port Chalmers. [42,565,182,648]
ad-body: ANTED Known—That A. Walker is selling Mosgiel Tweed very cheap, bought a job lot 6d per yard; manufacturers price was 6s 9d. [42,931,182,983]
ad-furnishing [42,209,182,287]
ad-heading: MONEY! MONEY! MONEY! [48,1700,176,1711]
ad-line: EXTRAORDINARY REDUCTIONS [483,1207,613,1218]
ad-tender: OTAGO LIGHT RAILWAYS. TIME EXTENDED. T ENDERS will be received at the Office of the Secretary for Works, until noon of Friday, 3rd April, for Contract No. 880, construction of Light Railway up the Valley of the Waiareka. Drawings, Specifications, and general conditions may be seen, and forms of tender obtained, at the office of the Provincial Engineer, Dunedin. Tenders to be endorsed, "Tender for Contract No. 880." The Government does not undertake to accept the lowest or any tender. HORACE BASTINGS, Secretary for Works. [191,1022,329,1202]
ad-body: Successor to Edward Meenlove, WHOLESALE AND RETAIL BUTCHER George and Maclaggan streets, Dunedin, and George street, Port Chalmers. Families waited on for orders in all parts of the City and Suburbs. [338,1531,474,1603]
cell: 1200 [246,774,267,786]
ad-heading: RAILWAY WORKS. [68,1348,156,1359]
section-heading: LITERATURE. [334,190,478,205]
ad-signature: KIRKPATRICK, GLENDINING, & CO. [785,1612,927,1623]
ad-firm: HERBERT, HAYNES, AND CO. [502,797,757,843]
ad-firm: HERBERT, HAYNES, AND CO. [502,576,757,622]
ad-line: A GENUINE SALE [483,960,553,971]
ad-line: OF [483,1429,494,1440]
table-row [192,753,340,774]
ad-body: All the New Goods now arriving for the Autumn and Winter are being classed with the General Stock, and Invoiced price only looked for. [483,1500,629,1541]
section-heading: TO LET. [334,1611,478,1626]
ad-firm: H. S. FISH & SON, [964,1076,1051,1087]
ad-body: ANTED Known—That A. Walker is selling all wool Kidderminster Carpet, slightly damaged, ex Carnatic, 3s 9d per yard, worth 5s. [42,992,182,1044]
ad-wanted: W ANTED, Apprentices for the Millinery. Apply to Miss Hunter, Messrs Sargood, Son, and Ewen's. [42,1052,182,1100]
ad-heading: OTAGO LIGHT RAILWAYS. [197,1207,323,1218]
ad-heading: IMPORTANT TO THE LADIES OF DUNEDIN. [939,506,1076,527]
ad-literature: W ESLEYAN and Congregational Hymn Books. Hay's Bible Warehouse, Princes street north, and Branch Depot, Rattray street. [338,1053,474,1111]
ad-wanted: W ANTED, Housekeeper; one with young child preferred. Address, "S. H.," Post Office, Port Chalmers. [42,310,182,358]
ad-body: ESSRS MONEY WIGRAM & SON'S (Of Blackwall Yard, London), Line of Steam and Sailing Packets, comprising the steamships Northumberland (new) and Somersetshire, and the following splendid clipper ships, which have been built and fitted expressly for the Australian passenger trade: Lincolnshire, Yorkshire, Norfolk, True Briton, Suffolk, Essex, Hampshire (new), &c. [191,566,329,689]
ad-body: ANTED to sell, a section in Calder-wille Township, cheap. Apply James B. M'Culloch, Princes street. [42,657,182,698]
ad-wanted: W ANTED, a Motherly Person to take charge of a baby. Apply by letter "A.G.B.," office of this paper. [42,432,182,480]
ad-wanted: W ANTED, two good Carpenters, at once. Apply Marshall and Copeland. [42,391,182,429]
ad-healey [937,688,1078,756]
ad-body: ANTED, General Servant. Mrs Campbell, High street. [70,484,182,505]
ad-kirkpatrick [785,209,928,1622]
ad-heading: AGREEABLE CONSEQUENCES! [814,461,899,483]
ad-wanted: W ANTED, Fitters and Machinists. Sargood, Son, and Ewen's Boot Factory. [191,250,329,288]
ad-body: IBRARY Dictionary (tenth thousand). Cloth, 13s 6d; half-calf, 18s 6d.— Fifth shipment of this celebrated work just received at Hay's Bible Warehouse. [338,1156,474,1208]
ad-line: MILLINERY SHOW ROOMS, [953,333,1062,344]
ad-wanted: W ANTED Known—Sale by auction of General Drapery, without the slightest reserve, and in lots to suit purchasers. Wednesdays, from 7 p.m. to 9 p.m.; Saturdays, from 2 p.m. to 6 p.m. At A. R. Hay's, Princes street. [42,1163,182,1241]
column-3 [334,190,479,1734]
price-list-left: Summer Silks, Marriage Silks, Promenade Silks · The Baltinway Costume, braided, 18s 6d · Black Lustre Polonaises, 21s, 25s · Cambric Costumes, with Polonaises, 14s 6d, 16s 6d, 18s 6d · Cambric Tunic Skirts, 7s 6d, 9s 6d, 10s 6d · Ladies' Plain Night Dresses, 3s 6d, 3s 9d, 4s 6d, 5s · Children's Chemises, 1s 3d, 1s 8d, 2s, 2s 6d, 2s 9d, 3s · Trimmed Hats, 7s 6d, 8s 6d, 9s 6d · White Marcellas, 1s 6d, 1s 9d, 2s, 2s 6d per yard [483,453,626,576]
ad-body: O LET, those large, commodious, and centrally-situated Offices lately in the occupation of Messrs George Gray Russell and Co. Apply to Neill and Co., Universal Bond. [338,1632,474,1683]
price-list-right: Colored Silk Dresses, 65s, 70s, 75s the full length · Young Ladies' Black Silk Jackets, 9s 6d, 12s 6d · New Costumes, with Polonaise, 27s 6d, braided · Black Lustre Polonaises, 16s 6d, 18s 6d · Tunic Skirts, 6s 6d, braided and trimmed · Ladies' Plain Chemises, 2s 6d, 3s, 3s 3d, 3s 6d · Children's Tucked and Trimmed Drawers, 1s 6d, 1s 6d · Cambric Sunshades, 1s 9d · Untrimmed Hats, 6d, 9d, 1s each · Twee Linens, 8d, 9d, 1s 1½d per yard · Book Muslins, 6½d, 8d, 9d, 10d per yard · Limerick Lace Collars, 1s 6d, 2s, 2s 6d, 3s · White Toilet Quilts, 6s 9d, 7s 9d, 8s 6d · Homespun Damask, 1s 10½d, 2s 2d, 2s 6d per yard [633,269,776,443]
ad-body: ENDERS wanted for the erection of Provincial Government Schools in Albany street of brick, stone, or concrete. Plans, &c., to be seen at my office, and tenders to be in the Government Tender Box by noon on Tuesday, 31st inst. [191,1442,329,1514]
ad-signature: HORACE BASTINGS, Secretary for Works. [195,1411,325,1432]
ad-unreserved: U NRESERVED Sale of Drapery, by public auction, on the premises, on Wednesday from 7 p.m. to 9 p.m., and on Saturdays from 2 p.m. to 6 p.m. A. R. Hay, Princes street. [937,871,1078,929]
ad-body: ANTED Known—Sale by auction of General Drapery, without the slightest reserve, and in lots to suit purchasers. Wednesdays, from 7 p.m. to 9 p.m.; Saturdays, from 2 p.m. to 6 p.m. At A. R. Hay's, Princes street. [42,1165,182,1237]
ad-body: HE whole must be Cleared out in a Month, at a Reduction of 25 per cent. on cost price, commencing on Thursday, 26th March. [937,812,1078,853]
ad-body: THE UNDERCLOTHING AND STAYS, Always surpassingly good and cheap, are as famous as ever. Beautiful Trimmed Chemises, from 2s 6d. Richly Trimmed do, from 3s 9d. Beautiful Gowns, from 4s 6d. Richly Trimmed do, from 4s 9d. Beautiful Petticoats, from 4s 6d. Richly Trimmed do, from 6s 6d. Maids' and Children's Petticoats, Gowns, Chemises, and Drawers, all sizes, at 1s rising. [785,885,928,988]
ad-firm: GEORGE WILSON, [362,1521,450,1532]
ad-firm: A. R. HAY, [500,1550,611,1616]
ad-heading: THE PREMISES SOLD. [483,869,570,880]
ad-heading: NEW FURNISHING GOODS. [58,211,166,222]
ad-date: March 14, 1874. [62,1405,120,1416]
ad-literature: B IBLES and Church Services.—The largest stock in the Colony to select from at Hay's Bible Warehouse. [338,1276,474,1324]
ad-body: IMPORTER, WATCHMAKER AND JEWELLER, PRINCES STREET, DUNEDIN, Opposite Bank of New South Wales. [Established 1856.] [642,1359,771,1401]
ad-body: ANTED, the Ladies of Dunedin to know that WM. MELVILLE has just received a splendid assortment of the following machines:— Wheeler and Wilson (English and American) Swiftsure, Weir, Little Wanzer, &c. At his depot, George street. Repairs executed on the shortest notice. [191,292,329,385]
ad-board: T WO Gentlemen can have Comfortable Board and Residence on applying to J. Adams, George street. [191,1733,329,1781]
column-header: Tons. [246,702,267,723]
ad-body: Painter, Glazier, and Paperhanger, Importer of paperhangings, window glass, plain and ornamental, ships' signal and deck lights, glass shades, cucumber and propagating glasses, white lead, oils and colors, gold mouldings, &c., &c. George street, Dunedin. [937,1219,1078,1291]
ad-note: All Goods marked at Nett Cash Prices, without discount or reduction. [509,786,750,797]
masthead-text: The Evening Star. [37,2,1077,165]
ad-heading: CLOSE OF SUMMER SEASON, 1874. [545,442,714,453]
price-list-right: Cotton Ticking, 6d, 8½d. Union Tick, 1s, 1s 3d · Winceys, 5½d, 9½d, 10½d, 11½d, 1s, 1s 3d, 1s 6d per yard · Plain and Striped Cott n Hose, 8½d, 10½d, 1s per pair · Black Silk Velvet Dresses, L5 5s, L6 6s · Hemp Carpets, 9½d, 1s, 1s 1d, 1s 3d, 1s 4d per yard · Men's Fancy Tweed Trousers and Vests, 17s 6d, 19s · Boys' Sailor Suits, 11s 6d, 12s 6d, 14s 6d, 15s 6d, 16s 6d · Men's Heavy Tweed Shirts, 7s 6d, 8s 6d, 10s 6d · Fancy Stripe Tweeds, 2s 6d per yard [633,453,776,576]
ad-subheading: GREAT CLEARING SALE AT OTAGO BOOT FACTORY. Opposite Oddfellows' Hall. [937,781,1078,812]
ad-wanted: W ANTED to sell, a section in Calder-wille Township, cheap. Apply James B. M'Culloch, Princes street. [42,655,182,703]
ad-line: AUTUMN AND WINTER FASHIONS. [937,323,1078,334]
ad-heading: A CHEAP LOT OF REAL LACE SETS AND COLLARS. [786,856,927,877]
ad-heading: PRINCES STREET SOUTH. [946,1199,1069,1210]
ad-body: ESLEYAN and Congregational Hymn Books. Hay's Bible Warehouse, Princes street north, and Branch Depot, Rattray street. [338,1054,474,1106]
ad-brownlie [937,291,1078,359]
ad-signature: THOMAS THOMPSON, George street. [940,852,1078,863]
ad-subheading: TIME EXTENDED. [217,1217,303,1228]
ad-races: THE RACES. S TRANGERS paying a visit to the Dunedin Races would do well to call at the establishment of V. ALMAO & CO., Where they can be fitted with every description of Hat. Hats of all colors, Black, Brown, Drab, and Grey. French Felts of the first quality, of all styles. Drab Belltoppers, Black Paris Hats, extra finish. Note the address: V. ALMAO & CO., Opposite Bank of New Zealand. [937,932,1078,1072]
cell: Lincolnshire (via Cape of Good Hope) [192,723,247,753]
ad-body: New Bordered Floor Cloths · New Floor Cloths, 2ft 3in to 18ft · New Floor Cloth Bindings, from 2s 6d · New Hearth Rugs, 8s 6d, 9s 6d, 10s 6d · New Cocoa Fibre Door Mats · New Axminster Slips [937,221,1078,273]
ad-shipping: M ESSRS MONEY WIGRAM & SON'S (Of Blackwall Yard, London), Line of Steam and Sailing Packets, comprising the steamships Northumberland (new) and Somersetshire, and the following splendid clipper ships, which have been built and fitted expressly for the Australian passenger trade: Lincolnshire, Yorkshire, Norfolk, True Briton, Suffolk, Essex, Hampshire (new), &c. FOR LONDON DIRECT. Ship. Tons. Commander. Date of Sailing. Lincolnshire (via Cape of Good Hope) 1200 E. Daves March 4 Yorkshire 1200 G. F. Gibbs March 25 Norfolk 1200 A. Parham April True Briton 1200 J. T. O'Callaghan May early S. S. Northumberland 2180 H. H. Shinner May Their accommodations for all classes of passengers are unsurpassed, and they will each carry an experienced surgeon. Sailing from the Sandridge Railway Pier. The Saloon Cabins are fitted with the necessary Bed and Cabin Furniture. Passage Orders are issued to persons desirous of sending for their friends from home on application to the undersigned. Passage money, £16 and upwards. A liberal allowance to families. Return tickets are granted at Reduced Rates. For all particulars apply to W. P. WHITE & CO., 10, Elizabeth street south, Melbourne. [191,564,329,1000]
ad-body: HE MISSES WALLACE are now selling the remainder of their carefully selected stock of Millinery, Hats, and Bonnets, trimmed and untrimmed, Baby Linen, Underclothing, and all the latest novelties in Ties, Frillery, Gloves, Ribbons, Laces, Flowers, and Feathers, at and under cost price, to make way for Autumn Goods. Three Doors from Octagon, George street. [937,384,1078,497]
ad-line: It being imperative that the whole Stock should be Sold, [483,1161,629,1183]
cell: H. H. Shinner [267,807,311,828]
table-row [192,807,340,828]
